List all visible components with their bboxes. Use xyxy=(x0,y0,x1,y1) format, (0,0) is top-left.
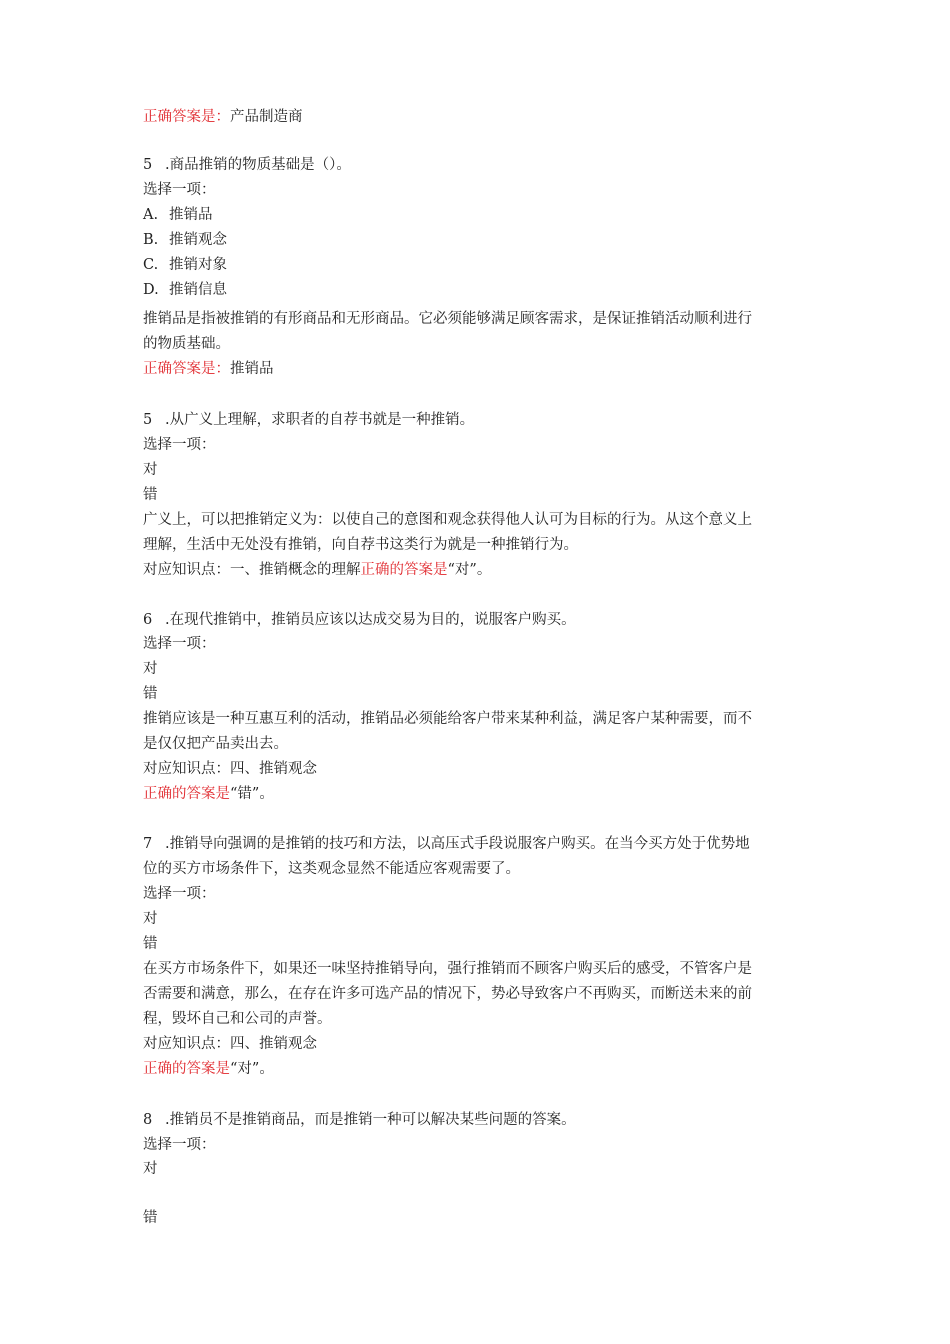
choose-prompt: 选择一项： xyxy=(143,1137,216,1153)
option-false[interactable]: 错 xyxy=(143,686,158,702)
option-letter: B. xyxy=(143,232,159,248)
answer-value: “错”。 xyxy=(230,786,274,802)
option-false[interactable]: 错 xyxy=(143,487,158,503)
knowledge-point: 对应知识点：四、推销观念 xyxy=(143,1036,317,1052)
option-true[interactable]: 对 xyxy=(143,1161,158,1177)
question-text: .推销导向强调的是推销的技巧和方法，以高压式手段说服客户购买。在当今买方处于优势地 xyxy=(165,836,750,852)
question-number: 5 xyxy=(143,157,153,173)
question-number: 6 xyxy=(143,612,153,628)
answer-value: “对”。 xyxy=(447,562,492,578)
explanation-line: 推销品是指被推销的有形商品和无形商品。它必须能够满足顾客需求，是保证推销活动顺利进行 xyxy=(143,311,752,327)
answer-line xyxy=(143,107,303,127)
choose-prompt: 选择一项： xyxy=(143,636,216,652)
option-a[interactable] xyxy=(143,205,213,225)
question-title xyxy=(143,155,351,175)
option-true[interactable]: 对 xyxy=(143,911,158,927)
explanation-line: 在买方市场条件下，如果还一味坚持推销导向，强行推销而不顾客户购买后的感受，不管客户是 xyxy=(143,961,752,977)
answer-line xyxy=(143,1059,274,1079)
option-c[interactable] xyxy=(143,255,227,275)
choose-prompt: 选择一项： xyxy=(143,886,216,902)
answer-label: 正确答案是： xyxy=(143,109,230,125)
option-false[interactable]: 错 xyxy=(143,936,158,952)
question-text: .商品推销的物质基础是（）。 xyxy=(165,157,351,173)
answer-value: 推销品 xyxy=(230,361,274,377)
question-text: .在现代推销中，推销员应该以达成交易为目的，说服客户购买。 xyxy=(165,612,576,628)
option-true[interactable]: 对 xyxy=(143,462,158,478)
question-number: 5 xyxy=(143,412,153,428)
option-false[interactable]: 错 xyxy=(143,1210,158,1226)
explanation-line: 否需要和满意，那么，在存在许多可选产品的情况下，势必导致客户不再购买，而断送未来的前 xyxy=(143,986,752,1002)
question-title xyxy=(143,610,576,630)
option-text: 推销信息 xyxy=(169,282,227,298)
question-title xyxy=(143,410,474,430)
option-d[interactable] xyxy=(143,280,227,300)
knowledge-point: 对应知识点：四、推销观念 xyxy=(143,761,317,777)
question-text-cont: 位的买方市场条件下，这类观念显然不能适应客观需要了。 xyxy=(143,861,520,877)
question-number: 8 xyxy=(143,1112,153,1128)
explanation-line: 理解，生活中无处没有推销，向自荐书这类行为就是一种推销行为。 xyxy=(143,537,578,553)
option-letter: C. xyxy=(143,257,159,273)
question-title xyxy=(143,1110,576,1130)
explanation-line: 广义上，可以把推销定义为：以使自己的意图和观念获得他人认可为目标的行为。从这个意义上 xyxy=(143,512,752,528)
question-title xyxy=(143,834,750,854)
answer-label: 正确的答案是 xyxy=(360,562,448,578)
answer-line xyxy=(143,784,274,804)
knowledge-point: 对应知识点：一、推销概念的理解 xyxy=(143,562,361,578)
answer-label: 正确的答案是 xyxy=(143,786,230,802)
option-text: 推销观念 xyxy=(169,232,227,248)
question-text: .从广义上理解，求职者的自荐书就是一种推销。 xyxy=(165,412,475,428)
explanation-line: 是仅仅把产品卖出去。 xyxy=(143,736,288,752)
question-number: 7 xyxy=(143,836,153,852)
option-b[interactable] xyxy=(143,230,227,250)
question-text: .推销员不是推销商品，而是推销一种可以解决某些问题的答案。 xyxy=(165,1112,576,1128)
answer-label: 正确答案是： xyxy=(143,361,230,377)
option-text: 推销对象 xyxy=(169,257,227,273)
explanation-line: 的物质基础。 xyxy=(143,336,230,352)
option-text: 推销品 xyxy=(169,207,213,223)
answer-value: 产品制造商 xyxy=(230,109,303,125)
choose-prompt: 选择一项： xyxy=(143,437,216,453)
option-letter: A. xyxy=(143,207,159,223)
answer-line xyxy=(143,359,274,379)
choose-prompt: 选择一项： xyxy=(143,182,216,198)
option-true[interactable]: 对 xyxy=(143,661,158,677)
knowledge-answer-line xyxy=(143,560,491,580)
option-letter: D. xyxy=(143,282,159,298)
answer-value: “对”。 xyxy=(230,1061,274,1077)
answer-label: 正确的答案是 xyxy=(143,1061,230,1077)
explanation-line: 程，毁坏自己和公司的声誉。 xyxy=(143,1011,332,1027)
explanation-line: 推销应该是一种互惠互利的活动，推销品必须能给客户带来某种利益，满足客户某种需要，而不 xyxy=(143,711,752,727)
